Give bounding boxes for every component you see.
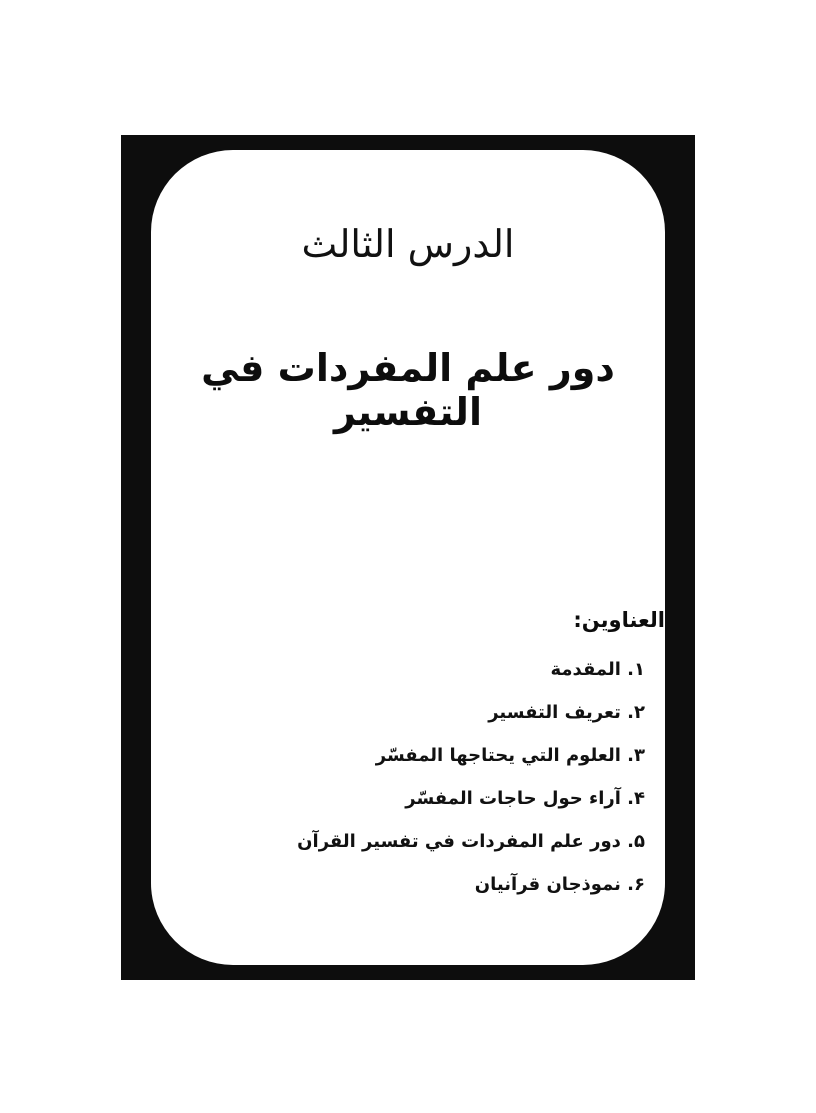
toc-item-3: ٣. العلوم التي يحتاجها المفسّر: [375, 745, 645, 766]
black-frame: [121, 135, 695, 980]
toc-item-2: ٢. تعريف التفسير: [488, 702, 645, 723]
table-of-contents: [245, 602, 665, 906]
content-panel: [151, 150, 665, 965]
toc-item-5: ۵. دور علم المفردات في تفسير القرآن: [297, 831, 645, 852]
toc-heading: العناوين:: [573, 608, 665, 632]
toc-item-1: ١. المقدمة: [550, 659, 645, 680]
lesson-title: الدرس الثالث: [301, 222, 515, 266]
toc-item-6: ۶. نموذجان قرآنيان: [474, 874, 645, 895]
toc-item-4: ۴. آراء حول حاجات المفسّر: [405, 788, 645, 809]
subject-title: دور علم المفردات في التفسير: [201, 346, 615, 434]
toc-list: [245, 648, 665, 906]
